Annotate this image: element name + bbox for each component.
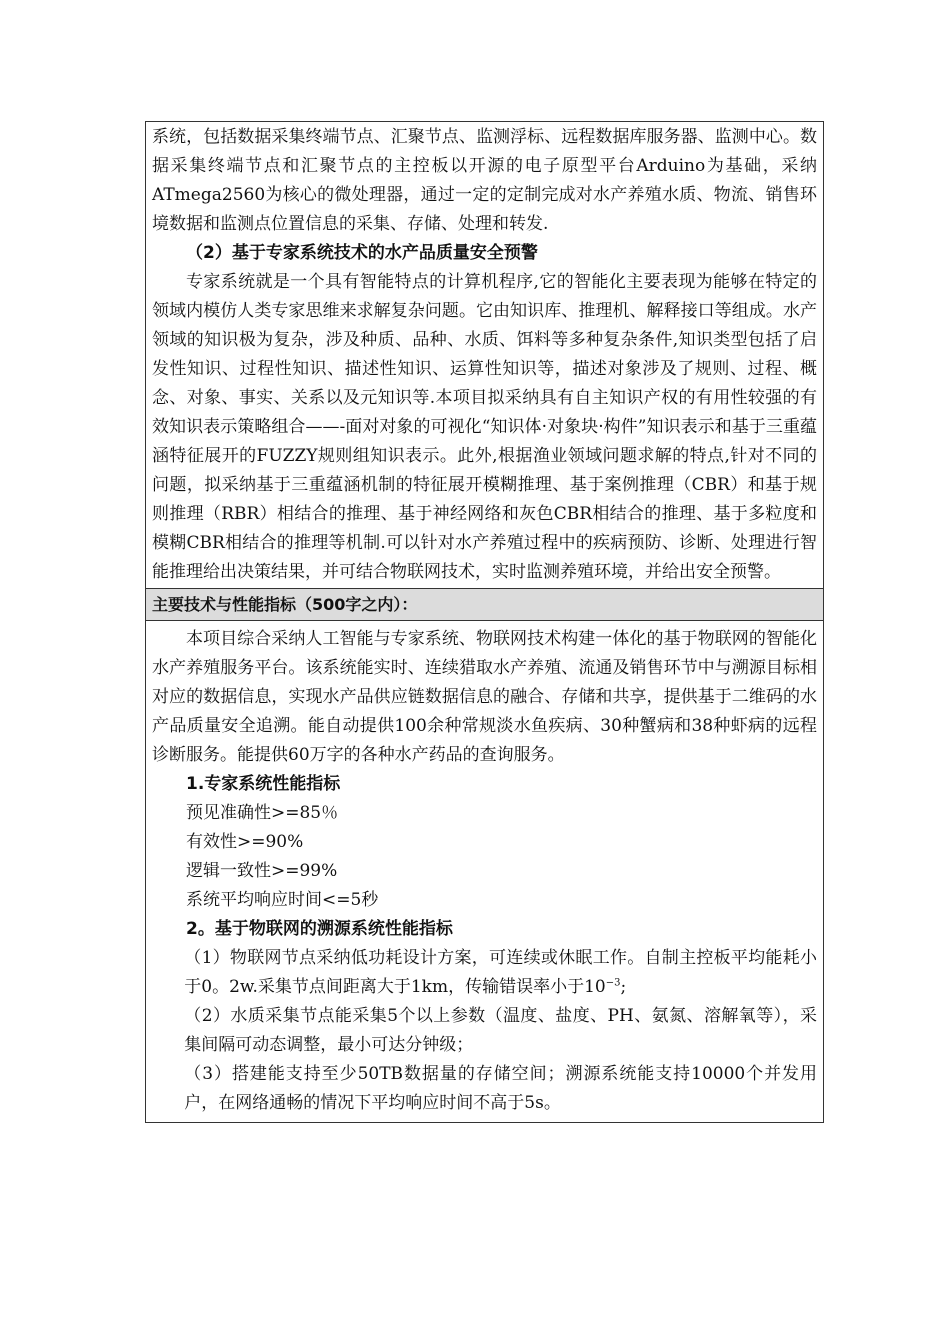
- section-header-tech-indicators: 主要技术与性能指标（500字之内）：: [146, 589, 824, 621]
- content-cell-system: [146, 122, 824, 589]
- paragraph-expert-system: 专家系统就是一个具有智能特点的计算机程序,它的智能化主要表现为能够在特定的领域内模仿人类专家思维来求解复杂问题。它由知识库、推理机、解释接口等组成。水产领域的知识极为复杂，涉及种质、品种、水质、饵料等多种复杂条件,知识类型包括了启发性知识、过程性知识、描述性知识、运算性知识等，描述对象涉及了规则、过程、概念、对象、事实、关系以及元知识等.本项目拟采纳具有自主知识产权的有用性较强的有效知识表示策略组合——-面对对象的可视化“知识体·对象块·构件”知识表示和基于三重蕴涵特征展开的FUZZY规则组知识表示。此外,根据渔业领域问题求解的特点,针对不同的问题，拟采纳基于三重蕴涵机制的特征展开模糊推理、基于案例推理（CBR）和基于规则推理（RBR）相结合的推理、基于神经网络和灰色CBR相结合的推理、基于多粒度和模糊CBR相结合的推理等机制.可以针对水产养殖过程中的疾病预防、诊断、处理进行智能推理给出决策结果，并可结合物联网技术，实时监测养殖环境，并给出安全预警。: [152, 272, 817, 582]
- metric-response-time: 系统平均响应时间<=5秒: [186, 890, 379, 910]
- item-iot-node-text: （1）物联网节点采纳低功耗设计方案，可连续或休眠工作。自制主控板平均能耗小于0。2w.采集节点间距离大于1km，传输错误率小于10: [184, 948, 817, 997]
- paragraph-system-desc: 系统，包括数据采集终端节点、汇聚节点、监测浮标、远程数据库服务器、监测中心。数据采集终端节点和汇聚节点的主控板以开源的电子原型平台Arduino为基础，采纳ATmega2560为核心的微处理器，通过一定的定制完成对水产养殖水质、物流、销售环境数据和监测点位置信息的采集、存储、处理和转发.: [152, 127, 817, 234]
- table-row: [146, 122, 824, 589]
- section-heading-expert-warning: （2）基于专家系统技术的水产品质量安全预警: [186, 243, 538, 263]
- metric-consistency: 逻辑一致性>=99%: [186, 861, 338, 881]
- metric-validity: 有效性>=90%: [186, 832, 304, 852]
- table-row: [146, 621, 824, 1123]
- subheading-expert-metrics: 1.专家系统性能指标: [186, 774, 341, 794]
- subheading-traceability-metrics: 2。基于物联网的溯源系统性能指标: [186, 919, 453, 939]
- paragraph-project-intro: 本项目综合采纳人工智能与专家系统、物联网技术构建一体化的基于物联网的智能化水产养殖服务平台。该系统能实时、连续猎取水产养殖、流通及销售环节中与溯源目标相对应的数据信息，实现水产品供应链数据信息的融合、存储和共享，提供基于二维码的水产品质量安全追溯。能自动提供100余种常规淡水鱼疾病、30种蟹病和38种虾病的远程诊断服务。能提供60万字的各种水产药品的查询服务。: [152, 629, 817, 765]
- item-storage: （3）搭建能支持至少50TB数据量的存储空间；溯源系统能支持10000个并发用户，在网络通畅的情况下平均响应时间不高于5s。: [184, 1064, 817, 1113]
- table-row: [146, 589, 824, 621]
- metric-accuracy: 预见准确性>=85％: [186, 803, 339, 823]
- item-iot-node: [152, 944, 817, 1002]
- item-iot-node-end: ;: [620, 977, 627, 997]
- document-table: [145, 121, 824, 1123]
- error-rate-exponent: −3: [605, 977, 621, 989]
- content-cell-indicators: [146, 621, 824, 1123]
- item-water-quality: （2）水质采集节点能采集5个以上参数（温度、盐度、PH、氨氮、溶解氧等），采集间隔可动态调整，最小可达分钟级；: [184, 1006, 817, 1055]
